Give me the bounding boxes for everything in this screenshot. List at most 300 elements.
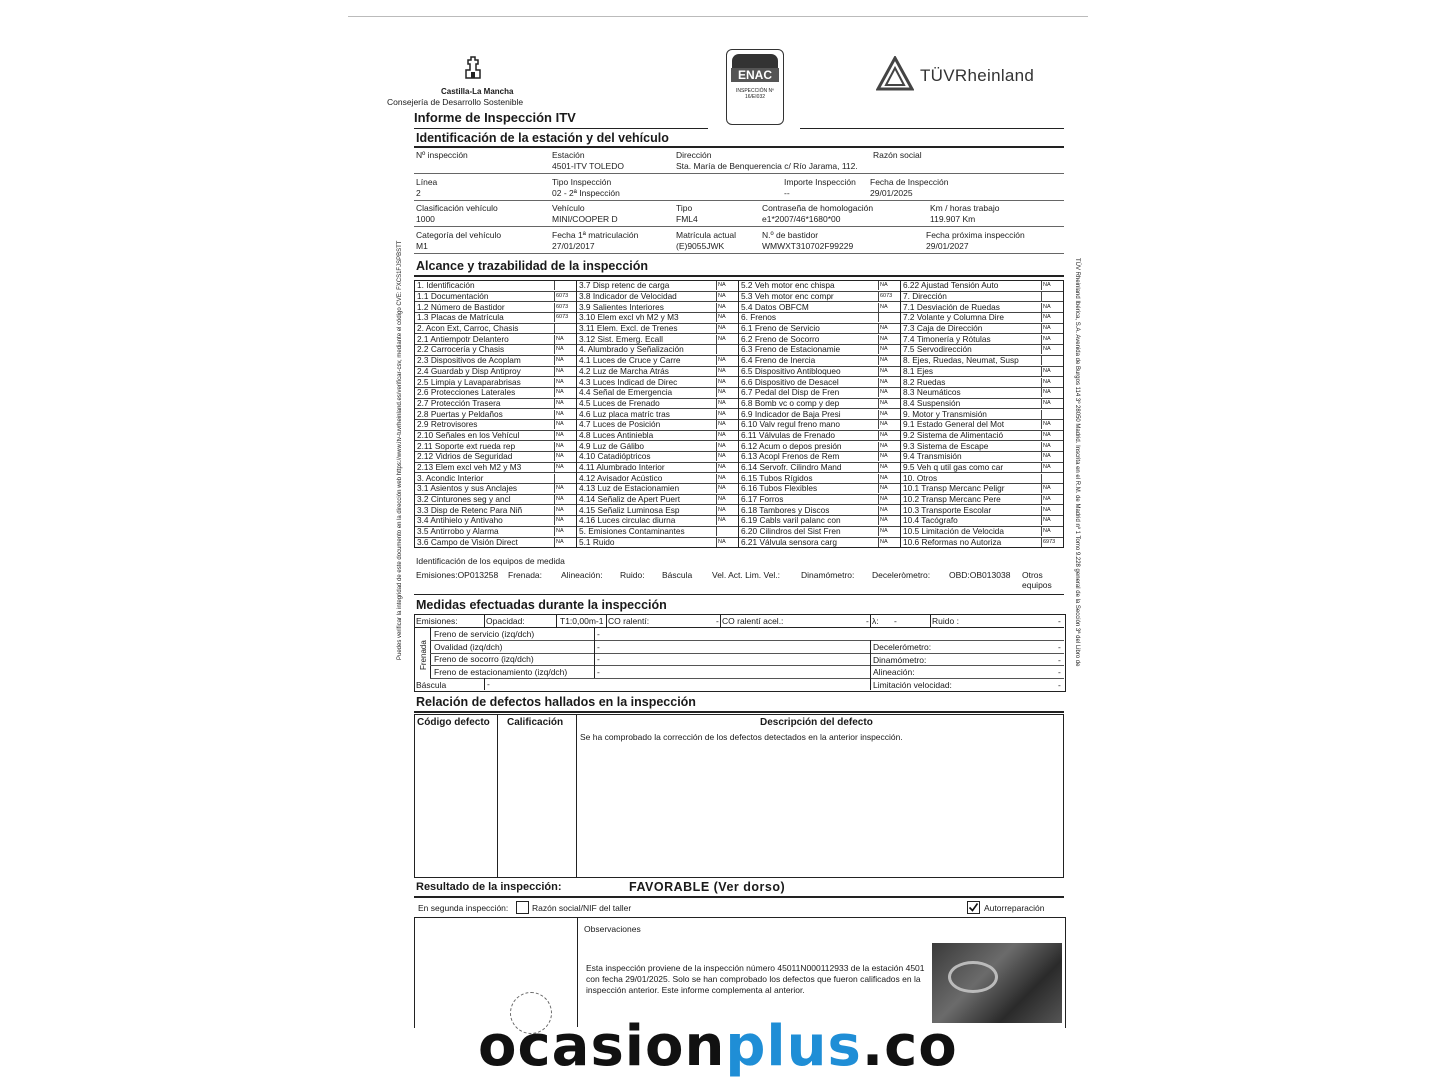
alcance-item [901, 441, 1063, 452]
alcance-item [739, 420, 900, 431]
alcance-item-status: NA [1043, 303, 1051, 310]
medidas-cell: - [866, 616, 869, 626]
ident-label: Clasificación vehículo [416, 203, 498, 213]
ident-value: e1*2007/46*1680*00 [762, 214, 841, 224]
alcance-item-status: NA [556, 431, 564, 438]
alcance-title: Alcance y trazabilidad de la inspección [416, 259, 649, 273]
bascula-label: Báscula [416, 680, 447, 690]
alcance-item-label: 4.8 Luces Antiniebla [577, 431, 717, 440]
tuv-logo-text: TÜVRheinland [920, 66, 1035, 85]
alcance-item-label: 4.16 Luces circulac diurna [577, 516, 717, 525]
frenada-row-rule [430, 640, 1064, 641]
autorreparacion-checkbox[interactable] [967, 901, 980, 914]
ident-value: 2 [416, 188, 421, 198]
alcance-item [415, 292, 576, 303]
medidas-cell: Ruido : [932, 616, 959, 626]
alcance-item-label: 4.5 Luces de Frenado [577, 399, 717, 408]
alcance-item [739, 441, 900, 452]
alcance-item-status: NA [718, 357, 726, 364]
ident-label: Km / horas trabajo [930, 203, 1000, 213]
alcance-item [415, 356, 576, 367]
ident-label: Importe Inspección [784, 177, 856, 187]
alcance-item-label: 4.10 Catadióptricos [577, 452, 717, 461]
taller-checkbox[interactable] [516, 901, 529, 914]
alcance-item-status: NA [556, 389, 564, 396]
equipo-item: Deceleròmetro: [872, 570, 931, 580]
alcance-item [415, 431, 576, 442]
alcance-item-label: 2.6 Protecciones Laterales [415, 388, 555, 397]
alcance-item [415, 388, 576, 399]
alcance-item [901, 377, 1063, 388]
alcance-item [577, 527, 738, 538]
alcance-item-label: 1.3 Placas de Matrícula [415, 313, 555, 322]
alcance-item [901, 527, 1063, 538]
alcance-item [415, 367, 576, 378]
medidas-cell: CO ralentí acel.: [722, 616, 784, 626]
medidas-separator [606, 614, 607, 627]
alcance-item-status: NA [556, 538, 564, 545]
alcance-item-status: NA [880, 464, 888, 471]
frenada-label: Frenada [419, 640, 428, 670]
alcance-item-label: 6.6 Dispositivo de Desacel [739, 378, 879, 387]
alcance-item-label: 2.12 Vidrios de Seguridad [415, 452, 555, 461]
medidas-cell: Opacidad: [486, 616, 525, 626]
alcance-item-label: 6.22 Ajustad Tensión Auto [901, 281, 1042, 290]
ident-value: 29/01/2025 [870, 188, 913, 198]
observaciones-text: Esta inspección proviene de la inspección número 45011N000112933 de la estación 4501 con fecha 29/01/2025. Solo se han comprobado los defectos que fueron calificados en la inspección anterior. Este informe complementa al anterior. [586, 963, 925, 995]
department-name: Consejería de Desarrollo Sostenible [387, 97, 524, 107]
ident-label: Fecha 1ª matriculación [552, 230, 639, 240]
alcance-item-label: 2.3 Dispositivos de Acoplam [415, 356, 555, 365]
alcance-item-status: 6973 [1043, 538, 1056, 545]
bascula-value: - [487, 679, 490, 689]
alcance-item-status: 6073 [556, 293, 569, 300]
alcance-item-status: NA [880, 346, 888, 353]
alcance-item-label: 10.5 Limitación de Velocida [901, 527, 1042, 536]
alcance-item [739, 516, 900, 527]
alcance-item [739, 484, 900, 495]
alcance-item-status: NA [556, 453, 564, 460]
alcance-item-status: NA [1043, 442, 1051, 449]
alcance-item [901, 356, 1063, 367]
alcance-item-status: NA [880, 303, 888, 310]
medidas-separator [556, 614, 557, 627]
alcance-item-label: 7.1 Desviación de Ruedas [901, 303, 1042, 312]
alcance-item [577, 463, 738, 474]
alcance-item-label: 6.5 Dispositivo Antibloqueo [739, 367, 879, 376]
alcance-item [901, 292, 1063, 303]
alcance-item-status: NA [880, 357, 888, 364]
alcance-item-label: 3.5 Antirrobo y Alarma [415, 527, 555, 536]
alcance-item-label: 8.4 Suspensión [901, 399, 1042, 408]
ident-label: Tipo Inspección [552, 177, 612, 187]
alcance-item [415, 473, 576, 484]
alcance-item [577, 538, 738, 548]
alcance-item-label: 4.2 Luz de Marcha Atrás [577, 367, 717, 376]
alcance-item-status: NA [556, 357, 564, 364]
frenada-row-value: - [597, 629, 600, 639]
medidas-separator [720, 614, 721, 627]
alcance-item-label: 6.15 Tubos Rígidos [739, 474, 879, 483]
ident-row-rule [414, 253, 1064, 254]
alcance-item [739, 527, 900, 538]
alcance-item [739, 345, 900, 356]
alcance-item-label: 9.1 Estado General del Mot [901, 420, 1042, 429]
alcance-item-status: NA [556, 442, 564, 449]
frenada-row-value: - [597, 666, 600, 677]
checkmark-icon [968, 902, 979, 913]
ident-row-rule [414, 226, 1064, 227]
alcance-item-label: 6.18 Tambores y Discos [739, 506, 879, 515]
frenada-row-value: - [597, 654, 600, 664]
alcance-item-status: NA [718, 325, 726, 332]
segunda-label: En segunda inspección: [418, 903, 509, 913]
frenada-row-label: Ovalidad (izq/dch) [434, 641, 503, 652]
alcance-item [415, 377, 576, 388]
ident-value: 27/01/2017 [552, 241, 595, 251]
alcance-item-label: 6.8 Bomb vc o comp y dep [739, 399, 879, 408]
alcance-item-label: 3.6 Campo de Visión Direct [415, 538, 555, 547]
alcance-item-label: 10. Otros [901, 474, 1042, 483]
alcance-item-status: NA [556, 399, 564, 406]
alcance-item-label: 4.1 Luces de Cruce y Carre [577, 356, 717, 365]
alcance-item [577, 409, 738, 420]
defectos-title: Relación de defectos hallados en la inspección [416, 695, 696, 709]
side-verification-text: Puedes verificar la integridad de este documento en la dirección web https://www.itv-tuvrheinland.es/verificar-csv, mediante el código CVE: FXCS1FJSPBSTT [397, 240, 403, 660]
alcance-item-status: NA [1043, 506, 1051, 513]
alcance-item [901, 505, 1063, 516]
report-title: Informe de Inspección ITV [414, 110, 576, 125]
alcance-item-status: 6073 [556, 314, 569, 321]
alcance-item-status: NA [718, 442, 726, 449]
alcance-item-label: 5.3 Veh motor enc compr [739, 292, 879, 301]
alcance-item [415, 409, 576, 420]
alcance-item-status: NA [556, 367, 564, 374]
ocasionplus-watermark [478, 1012, 958, 1082]
alcance-item [739, 324, 900, 335]
ident-value: 02 - 2ª Inspección [552, 188, 620, 198]
alcance-item [739, 452, 900, 463]
medidas-cell: - [1058, 616, 1061, 626]
alcance-item-label: 3.3 Disp de Retenc Para Niñ [415, 506, 555, 515]
ident-value: MINI/COOPER D [552, 214, 618, 224]
defectos-col-code: Código defecto [417, 717, 490, 728]
alcance-item-status: NA [880, 506, 888, 513]
frenada-row-label: Freno de servicio (izq/dch) [434, 629, 535, 639]
alcance-item-label: 4.15 Señaliz Luminosa Esp [577, 506, 717, 515]
alcance-item-status: NA [880, 517, 888, 524]
alcance-item [415, 484, 576, 495]
defectos-description: Se ha comprobado la corrección de los defectos detectados en la anterior inspección. [580, 732, 903, 742]
alcance-item [739, 431, 900, 442]
alcance-item-status: NA [556, 421, 564, 428]
alcance-item-status: NA [718, 293, 726, 300]
ident-label: Fecha próxima inspección [926, 230, 1025, 240]
alcance-item [415, 345, 576, 356]
alcance-item-status: NA [880, 538, 888, 545]
alcance-item [739, 505, 900, 516]
alcance-item-label: 6.17 Forros [739, 495, 879, 504]
alcance-item-status: NA [1043, 464, 1051, 471]
medidas-cell: T1:0,00m-1 [560, 616, 604, 626]
alcance-item [739, 313, 900, 324]
equipo-item: Alineación: [561, 570, 603, 580]
alcance-item [739, 281, 900, 292]
alcance-item [415, 313, 576, 324]
alcance-item-label: 6. Frenos [739, 313, 879, 322]
alcance-item-label: 6.13 Acopl Frenos de Rem [739, 452, 879, 461]
alcance-item-status: 6073 [556, 303, 569, 310]
top-rule [348, 16, 1088, 17]
medidas-separator [484, 614, 485, 627]
alcance-item [901, 281, 1063, 292]
alcance-item [415, 420, 576, 431]
alcance-item-status: NA [718, 335, 726, 342]
alcance-item-status: NA [880, 474, 888, 481]
ident-label: Matrícula actual [676, 230, 736, 240]
medidas-right-label: Decelerómetro: [873, 642, 932, 652]
alcance-item-status: NA [718, 464, 726, 471]
ident-value: Sta. María de Benquerencia c/ Río Jarama, 112. [676, 161, 858, 171]
alcance-item-label: 5.2 Veh motor enc chispa [739, 281, 879, 290]
alcance-item-status: NA [556, 464, 564, 471]
alcance-item-status: NA [718, 485, 726, 492]
ident-label: Tipo [676, 203, 693, 213]
alcance-item [739, 377, 900, 388]
alcance-item-status: NA [880, 282, 888, 289]
alcance-item [577, 367, 738, 378]
alcance-item [901, 473, 1063, 484]
alcance-item-label: 4.11 Alumbrado Interior [577, 463, 717, 472]
equipo-item: Ruido: [620, 570, 645, 580]
alcance-item [577, 292, 738, 303]
alcance-item-label: 6.20 Cilindros del Sist Fren [739, 527, 879, 536]
alcance-item [739, 356, 900, 367]
alcance-item-label: 7.3 Caja de Dirección [901, 324, 1042, 333]
alcance-item-status: NA [880, 410, 888, 417]
alcance-item [577, 420, 738, 431]
alcance-item-status: NA [1043, 399, 1051, 406]
razon-label: Razón social/NIF del taller [532, 903, 632, 913]
alcance-item [415, 527, 576, 538]
alcance-item-label: 3.10 Elem excl vh M2 y M3 [577, 313, 717, 322]
alcance-item-label: 3.7 Disp retenc de carga [577, 281, 717, 290]
ident-value: (E)9055JWK [676, 241, 725, 251]
alcance-item-label: 10.4 Tacógrafo [901, 516, 1042, 525]
equipo-item: Dinamómetro: [801, 570, 855, 580]
alcance-item-status: NA [718, 367, 726, 374]
ident-row-rule [414, 173, 1064, 174]
alcance-item-status: NA [880, 442, 888, 449]
alcance-item-status: NA [1043, 421, 1051, 428]
alcance-item-label: 6.14 Servofr. Cilindro Mand [739, 463, 879, 472]
alcance-item-status: NA [1043, 325, 1051, 332]
alcance-item-status: NA [718, 282, 726, 289]
alcance-item-status: NA [880, 325, 888, 332]
ident-value: -- [784, 188, 790, 198]
ident-label: N.º de bastidor [762, 230, 819, 240]
alcance-item-status: NA [556, 346, 564, 353]
alcance-item-label: 2.7 Protección Trasera [415, 399, 555, 408]
alcance-item-status: NA [556, 496, 564, 503]
alcance-item-status: NA [1043, 335, 1051, 342]
alcance-item-status: NA [718, 538, 726, 545]
medidas-cell: Emisiones: [416, 616, 458, 626]
alcance-item [577, 388, 738, 399]
alcance-item-label: 4.13 Luz de Estacionamien [577, 484, 717, 493]
alcance-item [739, 292, 900, 303]
alcance-item-label: 9.3 Sistema de Escape [901, 442, 1042, 451]
equipo-item: Báscula [662, 570, 693, 580]
alcance-item-label: 6.11 Válvulas de Frenado [739, 431, 879, 440]
alcance-item-label: 3. Acondic Interior [415, 474, 555, 483]
alcance-item-label: 4.7 Luces de Posición [577, 420, 717, 429]
ident-value: 4501-ITV TOLEDO [552, 161, 624, 171]
alcance-item-label: 6.1 Freno de Servicio [739, 324, 879, 333]
ident-label: Fecha de Inspección [870, 177, 949, 187]
ident-label: Vehículo [552, 203, 585, 213]
alcance-item-label: 2.9 Retrovisores [415, 420, 555, 429]
alcance-item [739, 367, 900, 378]
frenada-row-label: Freno de socorro (izq/dch) [434, 654, 534, 664]
alcance-item [577, 495, 738, 506]
alcance-item-status: NA [718, 421, 726, 428]
alcance-item-label: 6.12 Acum o depos presión [739, 442, 879, 451]
alcance-item [901, 409, 1063, 420]
alcance-item [415, 463, 576, 474]
alcance-item-status: NA [1043, 346, 1051, 353]
alcance-item-label: 7.4 Timonería y Rótulas [901, 335, 1042, 344]
alcance-item-status: NA [1043, 282, 1051, 289]
alcance-item [739, 302, 900, 313]
medidas-right-label: Limitación velocidad: [873, 679, 952, 690]
alcance-item [577, 356, 738, 367]
ident-label: Nº inspección [416, 150, 468, 160]
alcance-item-status: NA [1043, 517, 1051, 524]
alcance-item-status: NA [880, 389, 888, 396]
medidas-separator [870, 614, 871, 627]
alcance-item [415, 452, 576, 463]
alcance-item-label: 2.8 Puertas y Peldaños [415, 410, 555, 419]
alcance-item-label: 2.1 Antiempotr Delantero [415, 335, 555, 344]
alcance-item [739, 409, 900, 420]
region-name: Castilla-La Mancha [441, 87, 514, 96]
vehicle-photo [932, 943, 1062, 1023]
ident-label: Dirección [676, 150, 712, 160]
alcance-item [415, 334, 576, 345]
alcance-item-label: 6.19 Cabls varil palanc con [739, 516, 879, 525]
alcance-item [901, 495, 1063, 506]
alcance-item [415, 324, 576, 335]
ident-row-rule [414, 200, 1064, 201]
alcance-item-label: 1. Identificación [415, 281, 555, 290]
alcance-item-status: 6073 [880, 293, 893, 300]
alcance-item [577, 281, 738, 292]
alcance-item-status: NA [718, 453, 726, 460]
alcance-item-label: 10.1 Transp Mercanc Peligr [901, 484, 1042, 493]
observaciones-title: Observaciones [584, 924, 641, 934]
alcance-item-label: 2. Acon Ext, Carroc, Chasis [415, 324, 555, 333]
alcance-item-label: 8.1 Ejes [901, 367, 1042, 376]
medidas-separator [930, 614, 931, 627]
alcance-item [415, 495, 576, 506]
alcance-item-label: 6.7 Pedal del Disp de Fren [739, 388, 879, 397]
alcance-item-status: NA [718, 399, 726, 406]
alcance-item-label: 9.4 Transmisión [901, 452, 1042, 461]
medidas-right-value: - [1058, 642, 1061, 652]
alcance-item-status: NA [880, 421, 888, 428]
alcance-item [577, 377, 738, 388]
alcance-item-status: NA [1043, 496, 1051, 503]
alcance-item-label: 6.3 Freno de Estacionamie [739, 345, 879, 354]
medidas-right-value: - [1058, 679, 1061, 690]
alcance-item-label: 4.12 Avisador Acústico [577, 474, 717, 483]
alcance-item-status: NA [718, 496, 726, 503]
alcance-item-label: 6.4 Freno de Inercia [739, 356, 879, 365]
alcance-table [414, 280, 1064, 548]
medidas-cell: - [716, 616, 719, 626]
alcance-item-label: 2.11 Soporte ext rueda rep [415, 442, 555, 451]
alcance-item [901, 420, 1063, 431]
alcance-item-label: 9. Motor y Transmisión [901, 410, 1042, 419]
alcance-item [739, 538, 900, 548]
alcance-column [901, 281, 1063, 547]
alcance-item [901, 324, 1063, 335]
alcance-item-label: 10.3 Transporte Escolar [901, 506, 1042, 515]
ident-label: Estación [552, 150, 585, 160]
medidas-right-value: - [1058, 654, 1061, 665]
alcance-item [577, 345, 738, 356]
alcance-item-label: 6.21 Válvula sensora carg [739, 538, 879, 547]
alcance-item-label: 2.4 Guardab y Disp Antiproy [415, 367, 555, 376]
medidas-right-label: Dinamómetro: [873, 654, 927, 665]
equipos-title: Identificación de los equipos de medida [416, 556, 565, 566]
alcance-item-status: NA [556, 335, 564, 342]
alcance-item [577, 324, 738, 335]
watermark-part2: plus [725, 1014, 862, 1079]
alcance-item-status: NA [880, 335, 888, 342]
medidas-cell: CO ralentí: [608, 616, 650, 626]
defectos-col-desc: Descripción del defecto [760, 717, 873, 728]
alcance-item [901, 484, 1063, 495]
alcance-item-status: NA [718, 378, 726, 385]
alcance-item-status: NA [880, 367, 888, 374]
alcance-item [901, 516, 1063, 527]
alcance-item-label: 3.11 Elem. Excl. de Trenes [577, 324, 717, 333]
alcance-item [739, 495, 900, 506]
ident-value: 119.907 Km [930, 214, 976, 224]
ident-value: 29/01/2027 [926, 241, 969, 251]
alcance-item [739, 388, 900, 399]
alcance-item-label: 8.2 Ruedas [901, 378, 1042, 387]
alcance-item-status: NA [718, 314, 726, 321]
alcance-item-status: NA [556, 506, 564, 513]
ident-value: 1000 [416, 214, 435, 224]
alcance-item-label: 4.14 Señaliz de Apert Puert [577, 495, 717, 504]
alcance-item-label: 9.5 Veh q util gas como car [901, 463, 1042, 472]
alcance-item [901, 367, 1063, 378]
alcance-item-label: 8.3 Neumáticos [901, 388, 1042, 397]
alcance-item-status: NA [556, 528, 564, 535]
medidas-right-value: - [1058, 667, 1061, 677]
enac-note: INSPECCIÓN Nº 16/EI032 [736, 88, 774, 100]
alcance-item [415, 399, 576, 410]
alcance-item-label: 6.10 Valv regul freno mano [739, 420, 879, 429]
alcance-item-status: NA [718, 474, 726, 481]
frenada-row-rule [430, 678, 1064, 679]
alcance-item-label: 4. Alumbrado y Señalización [577, 345, 717, 354]
alcance-item-status: NA [718, 517, 726, 524]
